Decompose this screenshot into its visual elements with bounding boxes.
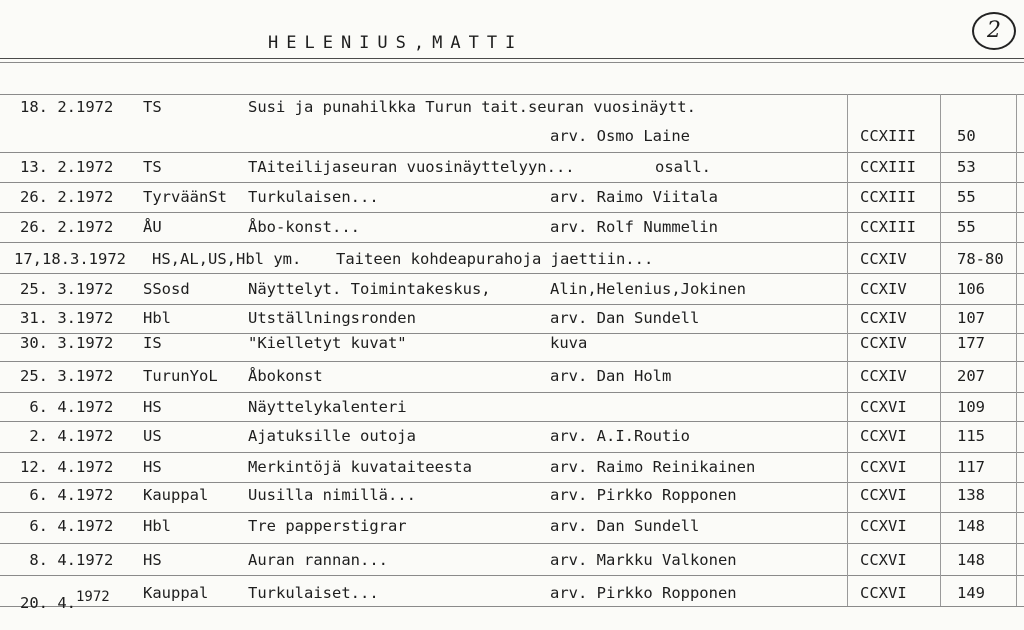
entry-extra: arv. Osmo Laine xyxy=(550,127,690,145)
row-11 xyxy=(0,427,1024,457)
header-rule-2 xyxy=(0,62,1024,63)
entry-page: 55 xyxy=(957,218,976,236)
page-number-mark: 2 xyxy=(972,12,1016,50)
entry-date: 31. 3.1972 xyxy=(20,309,114,327)
row-12 xyxy=(0,458,1024,488)
entry-page: 50 xyxy=(957,127,976,145)
entry-title: Susi ja punahilkka Turun tait.seuran vuosinäytt. xyxy=(248,98,696,116)
header-rule xyxy=(0,58,1024,59)
row-3 xyxy=(0,188,1024,218)
row-0 xyxy=(0,98,1024,128)
row-16 xyxy=(0,584,1024,614)
entry-page: 177 xyxy=(957,334,985,352)
entry-volume: CCXIII xyxy=(860,127,916,145)
entry-source: SSosd xyxy=(143,280,190,298)
entry-title: Näyttelyt. Toimintakeskus, xyxy=(248,280,491,298)
entry-date-day-month: 20. 4. xyxy=(20,594,76,612)
entry-volume: CCXIV xyxy=(860,250,907,268)
entry-source: US xyxy=(143,427,162,445)
row-5 xyxy=(0,250,1024,280)
entry-source: IS xyxy=(143,334,162,352)
entry-source: HS xyxy=(143,551,162,569)
entry-date xyxy=(20,589,110,612)
row-8 xyxy=(0,334,1024,364)
entry-extra: osall. xyxy=(655,158,711,176)
entry-date: 25. 3.1972 xyxy=(20,280,114,298)
entry-source: Hbl xyxy=(143,309,171,327)
entry-date: 25. 3.1972 xyxy=(20,367,114,385)
entry-extra: arv. Dan Sundell xyxy=(550,309,700,327)
page-title: HELENIUS,MATTI xyxy=(268,33,524,53)
entry-source: Kauppal xyxy=(143,486,209,504)
entry-date: 6. 4.1972 xyxy=(20,517,114,535)
entry-source: TurunYoL xyxy=(143,367,218,385)
entry-extra: arv. Raimo Reinikainen xyxy=(550,458,756,476)
entry-source: HS xyxy=(143,458,162,476)
entry-title: Merkintöjä kuvataiteesta xyxy=(248,458,472,476)
entry-title: "Kielletyt kuvat" xyxy=(248,334,407,352)
entry-date: 26. 2.1972 xyxy=(20,188,114,206)
entry-date-year: 1972 xyxy=(76,589,110,605)
entry-title: Turkulaiset... xyxy=(248,584,379,602)
entry-page: 148 xyxy=(957,517,985,535)
entry-page: 149 xyxy=(957,584,985,602)
entry-date: 30. 3.1972 xyxy=(20,334,114,352)
entry-source: TS xyxy=(143,158,162,176)
entry-volume: CCXIII xyxy=(860,218,916,236)
row-13 xyxy=(0,486,1024,516)
entry-volume: CCXIV xyxy=(860,280,907,298)
entry-volume: CCXVI xyxy=(860,486,907,504)
entry-date: 6. 4.1972 xyxy=(20,398,114,416)
entry-volume: CCXVI xyxy=(860,517,907,535)
entry-extra: arv. Rolf Nummelin xyxy=(550,218,718,236)
entry-extra: arv. Pirkko Ropponen xyxy=(550,584,737,602)
row-14 xyxy=(0,517,1024,547)
entry-extra: arv. Dan Sundell xyxy=(550,517,700,535)
entry-source: HS xyxy=(143,398,162,416)
entry-title: Taiteen kohdeapurahoja jaettiin... xyxy=(336,250,654,268)
entry-title: Uusilla nimillä... xyxy=(248,486,416,504)
entry-title: Utställningsronden xyxy=(248,309,416,327)
entry-date: 13. 2.1972 xyxy=(20,158,114,176)
entry-extra: Alin,Helenius,Jokinen xyxy=(550,280,746,298)
entry-extra: arv. A.I.Routio xyxy=(550,427,690,445)
entry-page: 53 xyxy=(957,158,976,176)
entry-page: 106 xyxy=(957,280,985,298)
entry-source: HS,AL,US,Hbl ym. xyxy=(152,250,302,268)
entry-date: 26. 2.1972 xyxy=(20,218,114,236)
entry-extra: arv. Pirkko Ropponen xyxy=(550,486,737,504)
entry-volume: CCXIII xyxy=(860,158,916,176)
entry-page: 207 xyxy=(957,367,985,385)
entry-title: Turkulaisen... xyxy=(248,188,379,206)
entry-title: Åbo-konst... xyxy=(248,218,360,236)
entry-volume: CCXIII xyxy=(860,188,916,206)
entry-extra: kuva xyxy=(550,334,588,352)
entry-page: 55 xyxy=(957,188,976,206)
entry-title: Auran rannan... xyxy=(248,551,388,569)
row-rule xyxy=(0,94,1024,95)
row-10 xyxy=(0,398,1024,428)
entry-volume: CCXIV xyxy=(860,367,907,385)
entry-title: Tre papperstigrar xyxy=(248,517,407,535)
entry-title: Åbokonst xyxy=(248,367,323,385)
entry-page: 117 xyxy=(957,458,985,476)
entry-date: 6. 4.1972 xyxy=(20,486,114,504)
entry-title: Ajatuksille outoja xyxy=(248,427,416,445)
entry-volume: CCXVI xyxy=(860,584,907,602)
entry-volume: CCXVI xyxy=(860,427,907,445)
row-15 xyxy=(0,551,1024,581)
entry-page: 138 xyxy=(957,486,985,504)
entry-page: 78-80 xyxy=(957,250,1004,268)
entry-volume: CCXIV xyxy=(860,334,907,352)
entry-source: TS xyxy=(143,98,162,116)
entry-date: 18. 2.1972 xyxy=(20,98,114,116)
row-9 xyxy=(0,367,1024,397)
entry-source: Hbl xyxy=(143,517,171,535)
row-4 xyxy=(0,218,1024,248)
entry-volume: CCXVI xyxy=(860,551,907,569)
entry-extra: arv. Raimo Viitala xyxy=(550,188,718,206)
row-1 xyxy=(0,127,1024,157)
entry-extra: arv. Dan Holm xyxy=(550,367,672,385)
entry-extra: arv. Markku Valkonen xyxy=(550,551,737,569)
entry-volume: CCXVI xyxy=(860,458,907,476)
entry-page: 109 xyxy=(957,398,985,416)
row-6 xyxy=(0,280,1024,310)
entry-page: 107 xyxy=(957,309,985,327)
entry-page: 148 xyxy=(957,551,985,569)
row-2 xyxy=(0,158,1024,188)
entry-date: 12. 4.1972 xyxy=(20,458,114,476)
entry-source: ÅU xyxy=(143,218,162,236)
entry-date: 17,18.3.1972 xyxy=(14,250,126,268)
entry-title: TAiteilijaseuran vuosinäyttelyyn... xyxy=(248,158,575,176)
entry-date: 8. 4.1972 xyxy=(20,551,114,569)
entry-date: 2. 4.1972 xyxy=(20,427,114,445)
entry-volume: CCXIV xyxy=(860,309,907,327)
entry-source: Kauppal xyxy=(143,584,209,602)
entry-page: 115 xyxy=(957,427,985,445)
entry-volume: CCXVI xyxy=(860,398,907,416)
entry-title: Näyttelykalenteri xyxy=(248,398,407,416)
entry-source: TyrväänSt xyxy=(143,188,227,206)
